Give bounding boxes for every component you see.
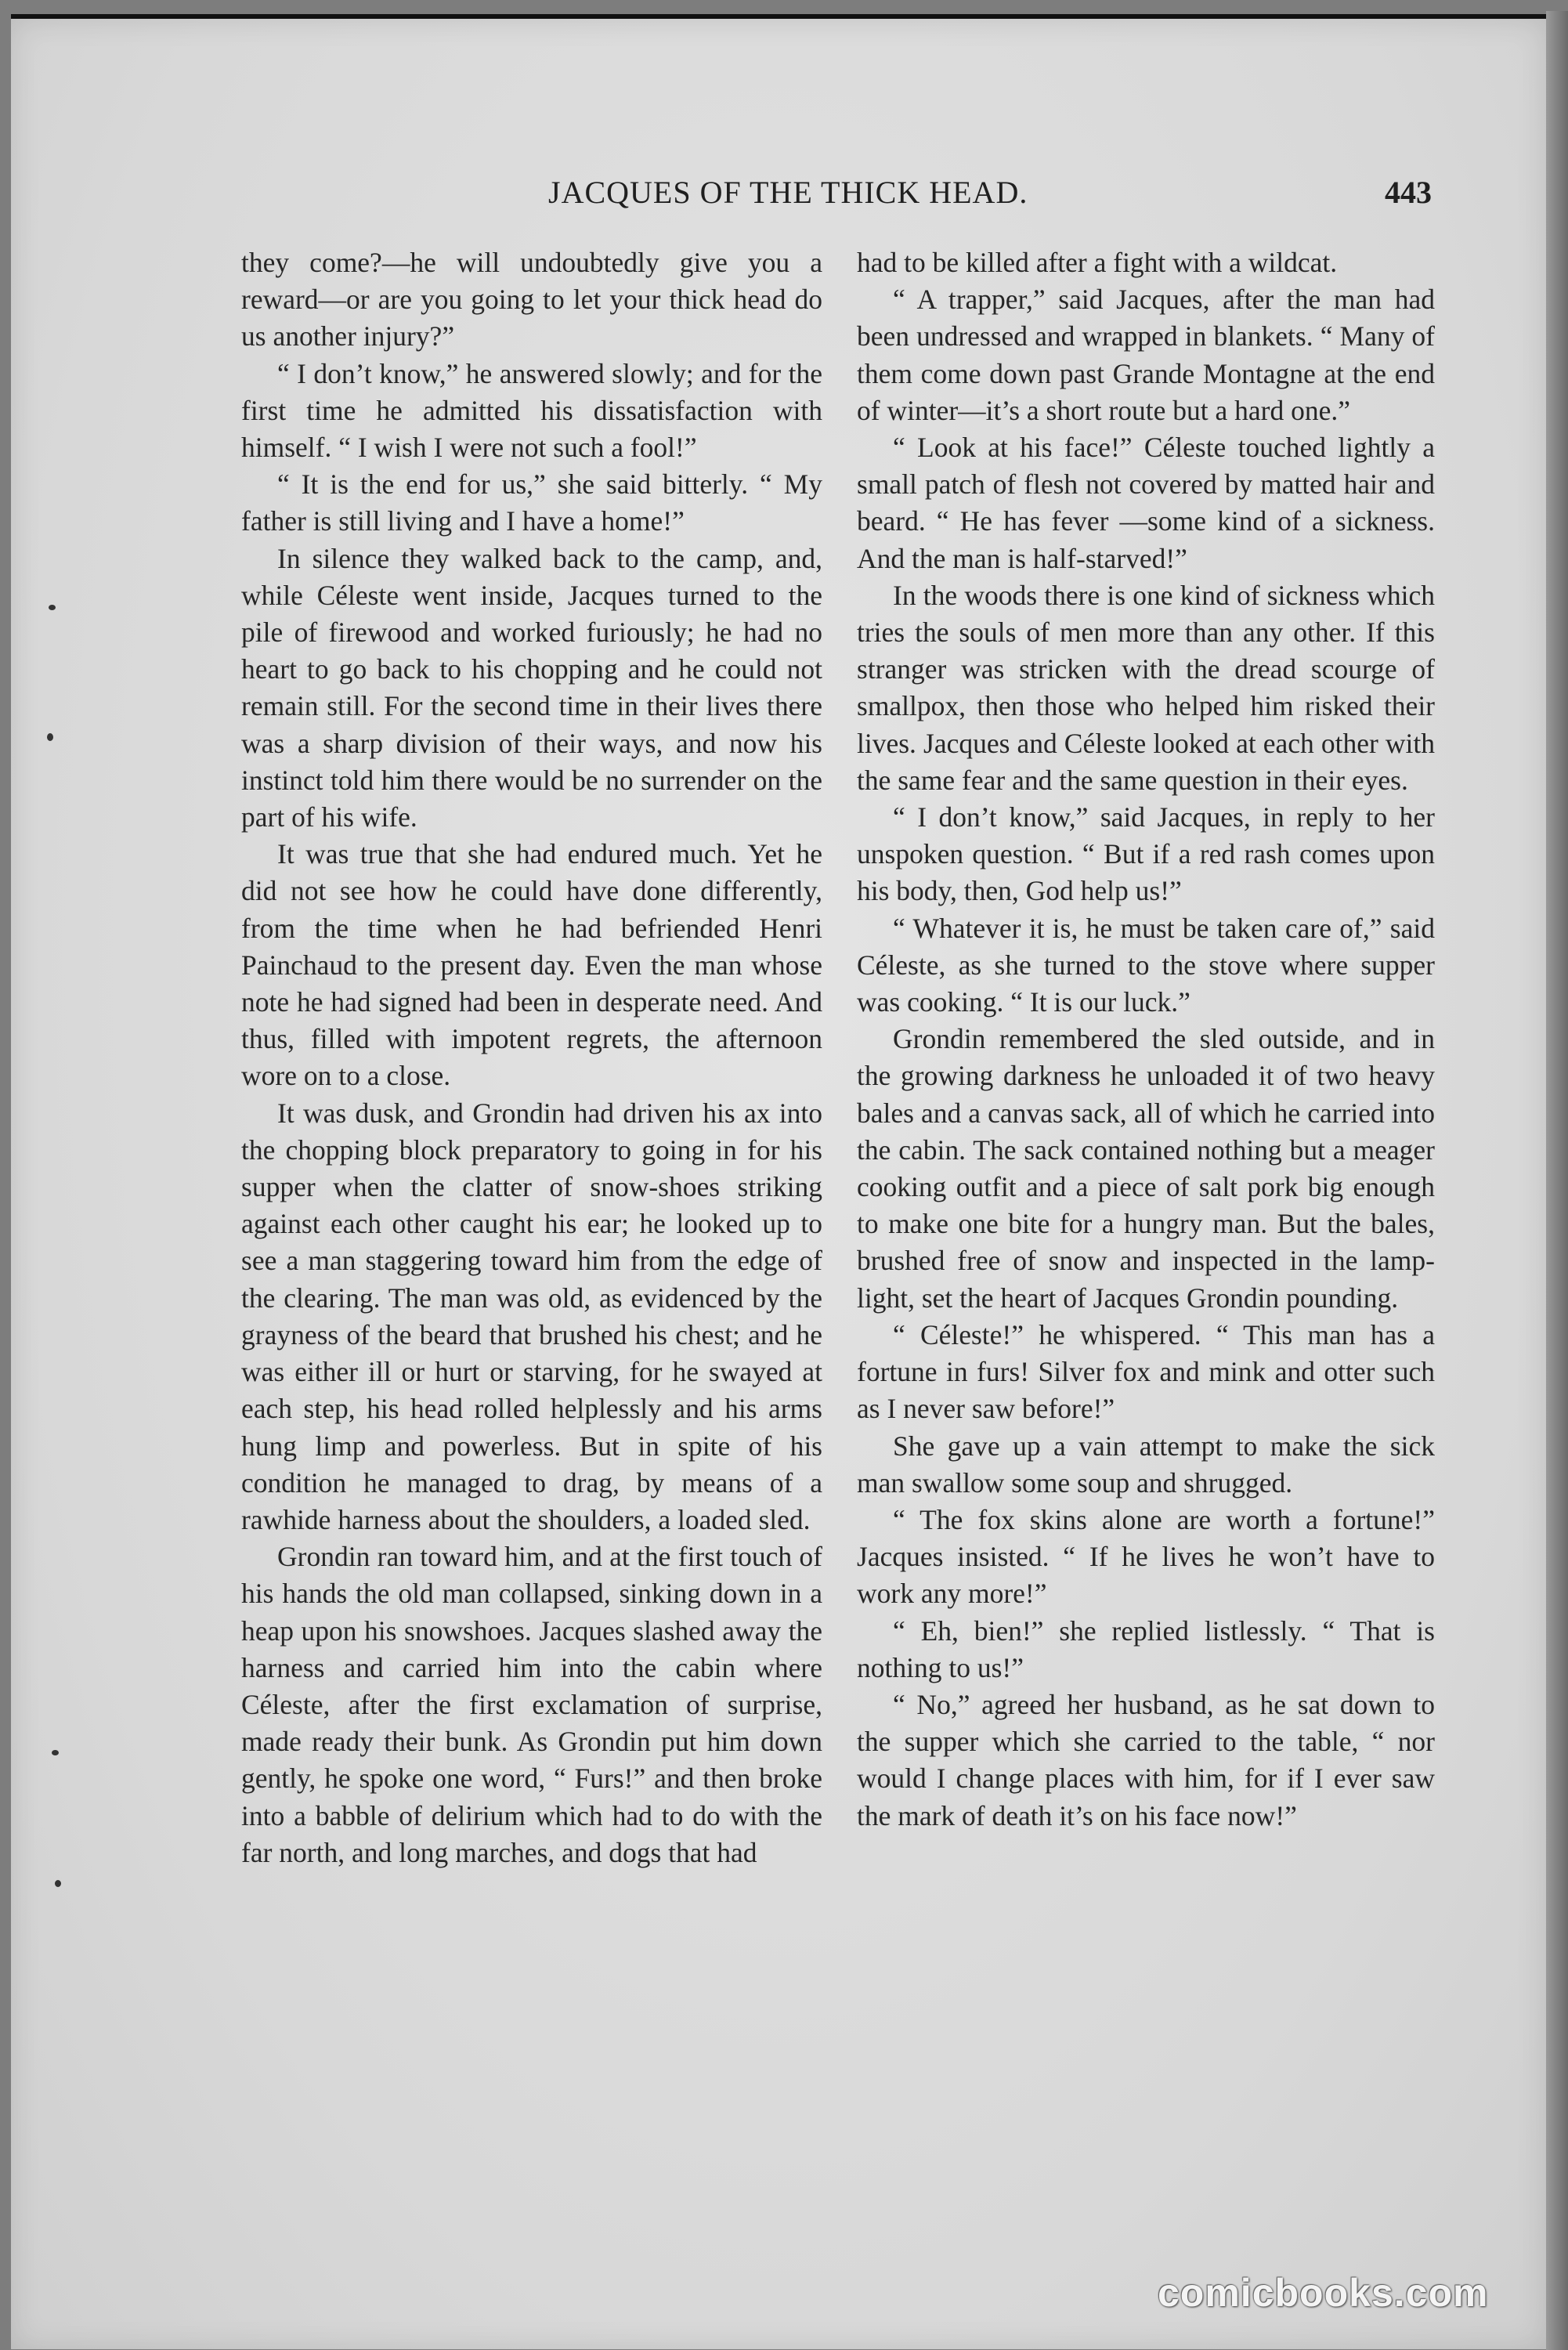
paragraph: It was dusk, and Grondin had driven his ax into the chopping block preparatory to going in for his supper when the clatter of snow-shoes striking against each other caught his ear; he looked up to see a man staggering toward him from the edge of the clearing. The man was old, as evidenced by the grayness of the beard that brushed his chest; and he was either ill or hurt or starving, for he swayed at each step, his head rolled helplessly and his arms hung limp and powerless. But in spite of his condition he managed to drag, by means of a rawhide harness about the shoulders, a loaded sled. <box>241 1097 822 1535</box>
paper-speck <box>47 733 53 741</box>
page-number: 443 <box>1385 175 1432 210</box>
paragraph: Grondin remembered the sled outside, and in the growing darkness he unloaded it of two heavy bales and a canvas sack, all of which he carried into the cabin. The sack contained nothing but a meager cooking outfit and a piece of salt pork big enough to make one bite for a hungry man. But the bales, brushed free of snow and inspected in the lamp-light, set the heart of Jacques Grondin pounding. <box>857 1023 1435 1314</box>
watermark-logo: comicbooks.com <box>1158 2271 1489 2315</box>
paper-speck <box>55 1880 61 1887</box>
paragraph: “ I don’t know,” he answered slowly; and for the first time he admitted his dissatisfaction with himself. “ I wish I were not such a fool!” <box>241 357 822 464</box>
running-title: JACQUES OF THE THICK HEAD. <box>548 175 1028 210</box>
page-edge-shadow <box>1546 11 1568 2350</box>
left-text-column <box>241 244 822 1871</box>
paragraph: “ Céleste!” he whispered. “ This man has a fortune in furs! Silver fox and mink and otter such as I never saw before!” <box>857 1318 1435 1425</box>
paragraph: She gave up a vain attempt to make the sick man swallow some soup and shrugged. <box>857 1430 1435 1499</box>
paragraph: had to be killed after a fight with a wildcat. <box>857 247 1338 278</box>
paragraph: Grondin ran toward him, and at the first touch of his hands the old man collapsed, sinking down in a heap upon his snowshoes. Jacques slashed away the harness and carried him into the cabin where Céleste, after the first exclamation of surprise, made ready their bunk. As Grondin put him down gently, he spoke one word, “ Furs!” and then broke into a babble of delirium which had to do with the far north, and long marches, and dogs that had <box>241 1541 822 1868</box>
paragraph: “ No,” agreed her husband, as he sat down to the supper which she carried to the table, “ nor would I change places with him, for if I ever saw the mark of death it’s on his face now!” <box>857 1688 1435 1831</box>
paragraph: “ Eh, bien!” she replied listlessly. “ That is nothing to us!” <box>857 1614 1435 1683</box>
right-text-column <box>857 244 1435 1835</box>
paragraph: In silence they walked back to the camp, and, while Céleste went inside, Jacques turned to the pile of firewood and worked furiously; he had no heart to go back to his chopping and he could not remain still. For the second time in their lives there was a sharp division of their ways, and now his instinct told him there would be no surrender on the part of his wife. <box>241 542 822 833</box>
paragraph: “ It is the end for us,” she said bitterly. “ My father is still living and I have a home!” <box>241 468 822 537</box>
paper-speck <box>52 1750 59 1755</box>
paragraph: In the woods there is one kind of sickness which tries the souls of men more than any other. If this stranger was stricken with the dread scourge of smallpox, then those who helped him risked their lives. Jacques and Céleste looked at each other with the same fear and the same question in their eyes. <box>857 579 1435 796</box>
paragraph: “ A trapper,” said Jacques, after the man had been undressed and wrapped in blankets. “ Many of them come down past Grande Montagne at the end of winter—it’s a short route but a hard one.” <box>857 284 1435 426</box>
paragraph: “ I don’t know,” said Jacques, in reply to her unspoken question. “ But if a red rash comes upon his body, then, God help us!” <box>857 801 1435 907</box>
paragraph: “ Look at his face!” Céleste touched lightly a small patch of flesh not covered by matted hair and beard. “ He has fever —some kind of a sickness. And the man is half-starved!” <box>857 432 1435 574</box>
paragraph: “ The fox skins alone are worth a fortune!” Jacques insisted. “ If he lives he won’t have to work any more!” <box>857 1503 1435 1610</box>
paper-speck <box>49 605 56 610</box>
paragraph: It was true that she had endured much. Yet he did not see how he could have done differently, from the time when he had befriended Henri Painchaud to the present day. Even the man whose note he had signed had been in desperate need. And thus, filled with impotent regrets, the afternoon wore on to a close. <box>241 838 822 1092</box>
paragraph: “ Whatever it is, he must be taken care of,” said Céleste, as she turned to the stove where supper was cooking. “ It is our luck.” <box>857 912 1435 1018</box>
paragraph: they come?—he will undoubtedly give you a reward—or are you going to let your thick head do us another injury?” <box>241 247 822 352</box>
